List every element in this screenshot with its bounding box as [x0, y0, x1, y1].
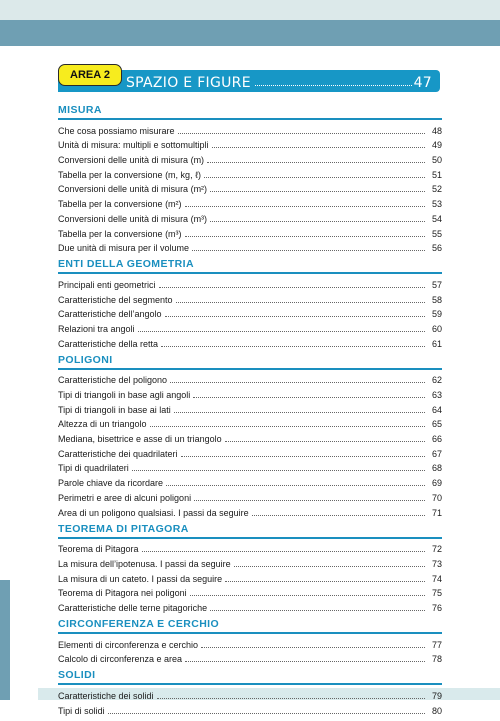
toc-entry-label: Calcolo di circonferenza e area — [58, 654, 183, 665]
toc-entry[interactable] — [58, 276, 442, 291]
toc-entry-leader — [192, 250, 425, 251]
toc-entry-leader — [212, 147, 425, 148]
toc-entry[interactable] — [58, 291, 442, 306]
toc-entry[interactable] — [58, 474, 442, 489]
toc-entry-label: Tabella per la conversione (m, kg, ℓ) — [58, 169, 201, 180]
toc-entry[interactable] — [58, 137, 442, 152]
toc-entry-leader — [210, 191, 425, 192]
toc-entry-page: 79 — [431, 691, 442, 701]
toc-entry-page: 73 — [431, 558, 442, 569]
toc-section — [58, 258, 442, 349]
area-tab: AREA 2 — [58, 64, 122, 86]
section-title: MISURA — [58, 104, 442, 120]
toc-entry-page: 61 — [431, 338, 442, 349]
table-of-contents — [58, 104, 442, 721]
toc-entry[interactable] — [58, 651, 442, 666]
toc-entry[interactable] — [58, 195, 442, 210]
toc-entry-label: Caratteristiche dei quadrilateri — [58, 448, 178, 459]
section-title: CIRCONFERENZA E CERCHIO — [58, 618, 442, 634]
toc-entry-leader — [150, 426, 425, 427]
toc-entry-leader — [138, 331, 425, 332]
toc-entry-page: 70 — [431, 492, 442, 503]
toc-entry-label: Tipi di triangoli in base ai lati — [58, 404, 171, 415]
toc-entry-page: 51 — [431, 169, 442, 180]
toc-entry-label: Caratteristiche della retta — [58, 338, 159, 349]
toc-entry-page: 71 — [431, 507, 442, 518]
toc-section — [58, 618, 442, 665]
toc-entry-label: La misura di un cateto. I passi da seguire — [58, 573, 223, 584]
toc-entry-leader — [204, 177, 425, 178]
toc-entry[interactable] — [58, 460, 442, 475]
toc-entry[interactable] — [58, 320, 442, 335]
toc-entry[interactable] — [58, 636, 442, 651]
toc-entry-label: Tipi di triangoli in base agli angoli — [58, 390, 191, 400]
toc-entry-label: Elementi di circonferenza e cerchio — [58, 639, 199, 650]
toc-entry-label: Relazioni tra angoli — [58, 323, 135, 334]
toc-entry-label: Tabella per la conversione (m²) — [58, 199, 182, 210]
toc-entry-label: Caratteristiche del poligono — [58, 375, 168, 386]
toc-entry-page: 74 — [431, 573, 442, 584]
toc-entry-page: 59 — [431, 309, 442, 320]
toc-entry[interactable] — [58, 122, 442, 137]
section-title: SOLIDI — [58, 669, 442, 685]
toc-entry-leader — [210, 610, 425, 611]
top-header-highlight — [0, 0, 500, 20]
toc-entry-page: 62 — [431, 375, 442, 386]
toc-entry-leader — [193, 397, 425, 398]
toc-entry-label: Unità di misura: multipli e sottomultipli — [58, 140, 209, 151]
toc-entry[interactable] — [58, 430, 442, 445]
area-title-row[interactable] — [126, 71, 432, 91]
toc-entry-label: Area di un poligono qualsiasi. I passi da seguire — [58, 507, 249, 518]
toc-entry-label: Principali enti geometrici — [58, 279, 156, 290]
toc-entry-leader — [185, 206, 425, 207]
toc-entry-label: Che cosa possiamo misurare — [58, 125, 175, 136]
toc-entry-label: Conversioni delle unità di misura (m³) — [58, 213, 208, 224]
toc-entry[interactable] — [58, 599, 442, 614]
toc-entry-label: Caratteristiche delle terne pitagoriche — [58, 602, 208, 613]
toc-section — [58, 104, 442, 254]
toc-entry-leader — [142, 551, 425, 552]
toc-entry-label: Teorema di Pitagora — [58, 544, 139, 555]
toc-entry-label: Caratteristiche dell’angolo — [58, 309, 162, 320]
toc-entry-leader — [108, 713, 425, 714]
toc-entry-leader — [157, 698, 425, 699]
toc-entry-page: 50 — [431, 155, 442, 166]
toc-entry-leader — [176, 302, 425, 303]
toc-entry-leader — [161, 346, 425, 347]
toc-entry-page: 49 — [431, 140, 442, 151]
toc-entry-leader — [210, 221, 425, 222]
toc-entry-label: Caratteristiche del segmento — [58, 294, 173, 305]
toc-entry-label: Teorema di Pitagora nei poligoni — [58, 588, 187, 599]
toc-entry-leader — [165, 316, 425, 317]
toc-entry-leader — [190, 595, 425, 596]
toc-entry[interactable] — [58, 570, 442, 585]
toc-section — [58, 523, 442, 614]
toc-entry-page: 54 — [431, 213, 442, 224]
toc-section — [58, 354, 442, 519]
toc-entry-page: 60 — [431, 323, 442, 334]
toc-entry-page: 75 — [431, 588, 442, 599]
section-title: ENTI DELLA GEOMETRIA — [58, 258, 442, 274]
toc-entry-leader — [207, 162, 425, 163]
toc-entry-leader — [185, 661, 425, 662]
area-header — [58, 64, 440, 90]
toc-entry[interactable] — [58, 240, 442, 255]
toc-entry[interactable] — [58, 181, 442, 196]
toc-entry-page: 56 — [431, 243, 442, 254]
toc-entry-page: 69 — [431, 478, 442, 489]
toc-section — [58, 669, 442, 716]
toc-entry-leader — [225, 581, 425, 582]
toc-entry[interactable] — [58, 386, 442, 401]
area-page-number: 47 — [413, 75, 432, 91]
toc-entry[interactable] — [58, 372, 442, 387]
toc-entry-label: Parole chiave da ricordare — [58, 478, 164, 489]
toc-entry-page: 80 — [431, 705, 442, 716]
toc-entry[interactable] — [58, 504, 442, 519]
toc-entry-page: 78 — [431, 654, 442, 665]
toc-entry-page: 65 — [431, 419, 442, 430]
toc-entry-page: 57 — [431, 279, 442, 290]
toc-entry-leader — [181, 456, 425, 457]
toc-entry-leader — [252, 515, 425, 516]
top-header-band — [0, 0, 500, 46]
toc-entry-label: Conversioni delle unità di misura (m²) — [58, 184, 208, 195]
toc-entry-label: Tipi di quadrilateri — [58, 463, 129, 474]
area-title-leader — [255, 85, 412, 86]
toc-entry-page: 53 — [431, 199, 442, 210]
toc-entry-page: 72 — [431, 544, 442, 555]
toc-entry[interactable] — [58, 555, 442, 570]
toc-entry-label: Caratteristiche dei solidi — [58, 691, 154, 701]
toc-entry-label: Conversioni delle unità di misura (m) — [58, 155, 205, 166]
toc-entry[interactable] — [58, 401, 442, 416]
toc-entry[interactable] — [58, 335, 442, 350]
toc-entry-label: Tipi di solidi — [58, 705, 105, 716]
toc-entry-leader — [170, 382, 425, 383]
toc-entry[interactable] — [58, 541, 442, 556]
toc-entry-page: 52 — [431, 184, 442, 195]
toc-entry-leader — [166, 485, 425, 486]
toc-entry-leader — [201, 647, 425, 648]
toc-entry-label: Due unità di misura per il volume — [58, 243, 190, 254]
toc-entry-page: 66 — [431, 434, 442, 445]
toc-entry[interactable] — [58, 225, 442, 240]
toc-entry[interactable] — [58, 445, 442, 460]
toc-entry-page: 63 — [431, 390, 442, 400]
toc-entry-label: Altezza di un triangolo — [58, 419, 147, 430]
toc-entry-page: 68 — [431, 463, 442, 474]
section-title: POLIGONI — [58, 354, 442, 370]
toc-entry-leader — [178, 133, 425, 134]
toc-entry[interactable] — [58, 585, 442, 600]
toc-entry-label: Perimetri e aree di alcuni poligoni — [58, 492, 192, 503]
toc-entry[interactable] — [58, 306, 442, 321]
toc-entry-leader — [159, 287, 425, 288]
toc-entry-leader — [132, 470, 425, 471]
toc-entry-label: Tabella per la conversione (m³) — [58, 228, 182, 239]
toc-entry-page: 55 — [431, 228, 442, 239]
toc-entry-page: 77 — [431, 639, 442, 650]
toc-entry-leader — [174, 412, 425, 413]
toc-entry-page: 48 — [431, 125, 442, 136]
area-title: SPAZIO E FIGURE — [126, 75, 251, 91]
toc-entry-leader — [194, 500, 425, 501]
toc-entry-page: 67 — [431, 448, 442, 459]
toc-entry-page: 58 — [431, 294, 442, 305]
toc-entry-leader — [185, 236, 425, 237]
toc-entry-label: La misura dell’ipotenusa. I passi da seguire — [58, 558, 231, 569]
toc-entry-leader — [234, 566, 425, 567]
left-edge-strip — [0, 580, 10, 700]
toc-entry-leader — [225, 441, 425, 442]
toc-entry[interactable] — [58, 151, 442, 166]
toc-entry[interactable] — [58, 166, 442, 181]
toc-entry[interactable] — [58, 416, 442, 431]
toc-entry-page: 64 — [431, 404, 442, 415]
toc-entry-label: Mediana, bisettrice e asse di un triangolo — [58, 434, 222, 445]
toc-entry[interactable] — [58, 702, 442, 717]
toc-entry[interactable] — [58, 489, 442, 504]
section-title: TEOREMA DI PITAGORA — [58, 523, 442, 539]
toc-entry[interactable] — [58, 210, 442, 225]
toc-entry-page: 76 — [431, 602, 442, 613]
